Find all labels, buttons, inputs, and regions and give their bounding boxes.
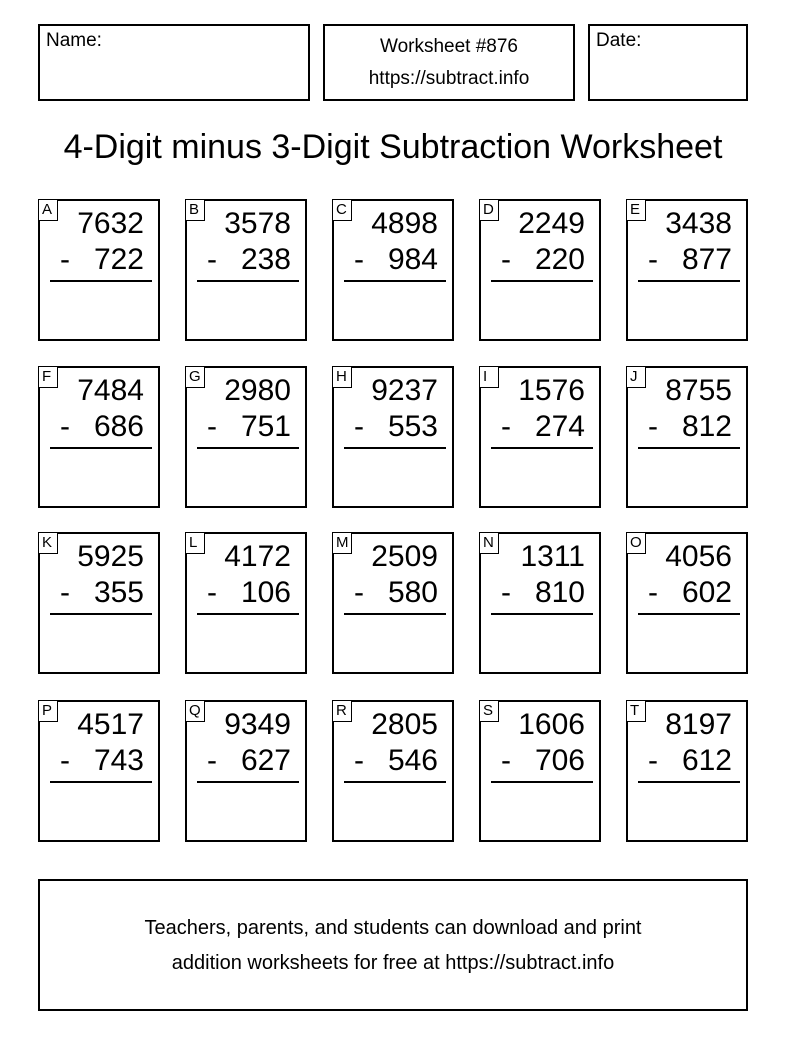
- minus-sign: -: [207, 243, 217, 276]
- problem-letter: A: [38, 199, 58, 221]
- minus-sign: -: [60, 576, 70, 609]
- minuend: 9237: [371, 374, 438, 407]
- minus-sign: -: [501, 576, 511, 609]
- subtrahend: 706: [534, 744, 585, 777]
- page-title: 4-Digit minus 3-Digit Subtraction Worksheet: [63, 128, 723, 166]
- name-box[interactable]: [38, 24, 310, 101]
- minuend: 9349: [224, 708, 291, 741]
- worksheet-url[interactable]: https://subtract.info: [368, 68, 530, 89]
- problem-card[interactable]: [332, 532, 454, 674]
- answer-line: [638, 447, 740, 449]
- problem-letter: C: [332, 199, 352, 221]
- problem-card[interactable]: [626, 199, 748, 341]
- answer-line: [491, 781, 593, 783]
- minuend: 1576: [518, 374, 585, 407]
- subtrahend: 106: [240, 576, 291, 609]
- problem-card[interactable]: [626, 700, 748, 842]
- subtrahend: 722: [93, 243, 144, 276]
- minuend: 1606: [518, 708, 585, 741]
- minus-sign: -: [648, 576, 658, 609]
- answer-line: [638, 613, 740, 615]
- minuend: 4898: [371, 207, 438, 240]
- minus-sign: -: [354, 410, 364, 443]
- answer-line: [491, 280, 593, 282]
- minuend: 2805: [371, 708, 438, 741]
- subtrahend: 220: [534, 243, 585, 276]
- minus-sign: -: [60, 243, 70, 276]
- subtrahend: 627: [240, 744, 291, 777]
- problem-letter: T: [626, 700, 646, 722]
- minus-sign: -: [501, 410, 511, 443]
- minuend: 1311: [520, 540, 585, 573]
- footer-line-1: Teachers, parents, and students can download and print: [144, 917, 642, 939]
- minuend: 8197: [665, 708, 732, 741]
- problem-card[interactable]: [626, 366, 748, 508]
- footer-line-2: addition worksheets for free at https://subtract.info: [171, 952, 615, 974]
- problem-letter: P: [38, 700, 58, 722]
- answer-line: [50, 781, 152, 783]
- problem-letter: R: [332, 700, 352, 722]
- minuend: 7632: [77, 207, 144, 240]
- problem-card[interactable]: [332, 700, 454, 842]
- problem-letter: J: [626, 366, 646, 388]
- minuend: 2509: [371, 540, 438, 573]
- problem-letter: S: [479, 700, 499, 722]
- subtrahend: 984: [387, 243, 438, 276]
- name-label: Name:: [46, 30, 102, 51]
- subtrahend: 274: [534, 410, 585, 443]
- minuend: 8755: [665, 374, 732, 407]
- problem-card[interactable]: [185, 199, 307, 341]
- minus-sign: -: [207, 576, 217, 609]
- date-box[interactable]: [588, 24, 748, 101]
- subtrahend: 810: [534, 576, 585, 609]
- minus-sign: -: [648, 744, 658, 777]
- problem-card[interactable]: [626, 532, 748, 674]
- subtrahend: 546: [387, 744, 438, 777]
- subtrahend: 751: [240, 410, 291, 443]
- problem-letter: E: [626, 199, 646, 221]
- answer-line: [197, 781, 299, 783]
- answer-line: [197, 280, 299, 282]
- subtrahend: 580: [387, 576, 438, 609]
- answer-line: [491, 613, 593, 615]
- answer-line: [50, 613, 152, 615]
- minuend: 3578: [224, 207, 291, 240]
- minus-sign: -: [501, 243, 511, 276]
- minus-sign: -: [354, 243, 364, 276]
- minus-sign: -: [207, 410, 217, 443]
- minuend: 3438: [665, 207, 732, 240]
- minuend: 5925: [77, 540, 144, 573]
- answer-line: [344, 781, 446, 783]
- problem-card[interactable]: [479, 532, 601, 674]
- problem-letter: N: [479, 532, 499, 554]
- problem-letter: B: [185, 199, 205, 221]
- subtrahend: 812: [681, 410, 732, 443]
- answer-line: [344, 613, 446, 615]
- minus-sign: -: [207, 744, 217, 777]
- minus-sign: -: [354, 744, 364, 777]
- problem-letter: L: [185, 532, 205, 554]
- problem-card[interactable]: [38, 199, 160, 341]
- date-label: Date:: [596, 30, 642, 51]
- minus-sign: -: [60, 410, 70, 443]
- problem-card[interactable]: [332, 199, 454, 341]
- subtrahend: 355: [93, 576, 144, 609]
- answer-line: [638, 781, 740, 783]
- minuend: 2249: [518, 207, 585, 240]
- subtrahend: 238: [240, 243, 291, 276]
- subtrahend: 612: [681, 744, 732, 777]
- problem-card[interactable]: [185, 366, 307, 508]
- minuend: 4172: [224, 540, 291, 573]
- minus-sign: -: [648, 243, 658, 276]
- minuend: 4056: [665, 540, 732, 573]
- answer-line: [344, 280, 446, 282]
- minus-sign: -: [648, 410, 658, 443]
- answer-line: [491, 447, 593, 449]
- minuend: 2980: [224, 374, 291, 407]
- minus-sign: -: [60, 744, 70, 777]
- problem-card[interactable]: [38, 700, 160, 842]
- answer-line: [197, 447, 299, 449]
- problem-card[interactable]: [38, 532, 160, 674]
- answer-line: [50, 447, 152, 449]
- answer-line: [638, 280, 740, 282]
- problem-letter: H: [332, 366, 352, 388]
- subtrahend: 602: [681, 576, 732, 609]
- answer-line: [344, 447, 446, 449]
- worksheet-info-box: [323, 24, 575, 101]
- problem-letter: K: [38, 532, 58, 554]
- minuend: 4517: [77, 708, 144, 741]
- problem-letter: G: [185, 366, 205, 388]
- problem-letter: I: [479, 366, 499, 388]
- problem-card[interactable]: [185, 532, 307, 674]
- problem-letter: F: [38, 366, 58, 388]
- subtrahend: 877: [681, 243, 732, 276]
- problem-card[interactable]: [479, 700, 601, 842]
- footer-box: [38, 879, 748, 1011]
- subtrahend: 686: [93, 410, 144, 443]
- minus-sign: -: [501, 744, 511, 777]
- problem-letter: O: [626, 532, 646, 554]
- problem-card[interactable]: [479, 199, 601, 341]
- problem-card[interactable]: [479, 366, 601, 508]
- worksheet-number: Worksheet #876: [379, 36, 518, 57]
- minus-sign: -: [354, 576, 364, 609]
- subtrahend: 743: [93, 744, 144, 777]
- problem-letter: M: [332, 532, 352, 554]
- problem-letter: D: [479, 199, 499, 221]
- problem-letter: Q: [185, 700, 205, 722]
- answer-line: [197, 613, 299, 615]
- problem-card[interactable]: [185, 700, 307, 842]
- problem-card[interactable]: [332, 366, 454, 508]
- subtrahend: 553: [387, 410, 438, 443]
- problem-card[interactable]: [38, 366, 160, 508]
- minuend: 7484: [77, 374, 144, 407]
- answer-line: [50, 280, 152, 282]
